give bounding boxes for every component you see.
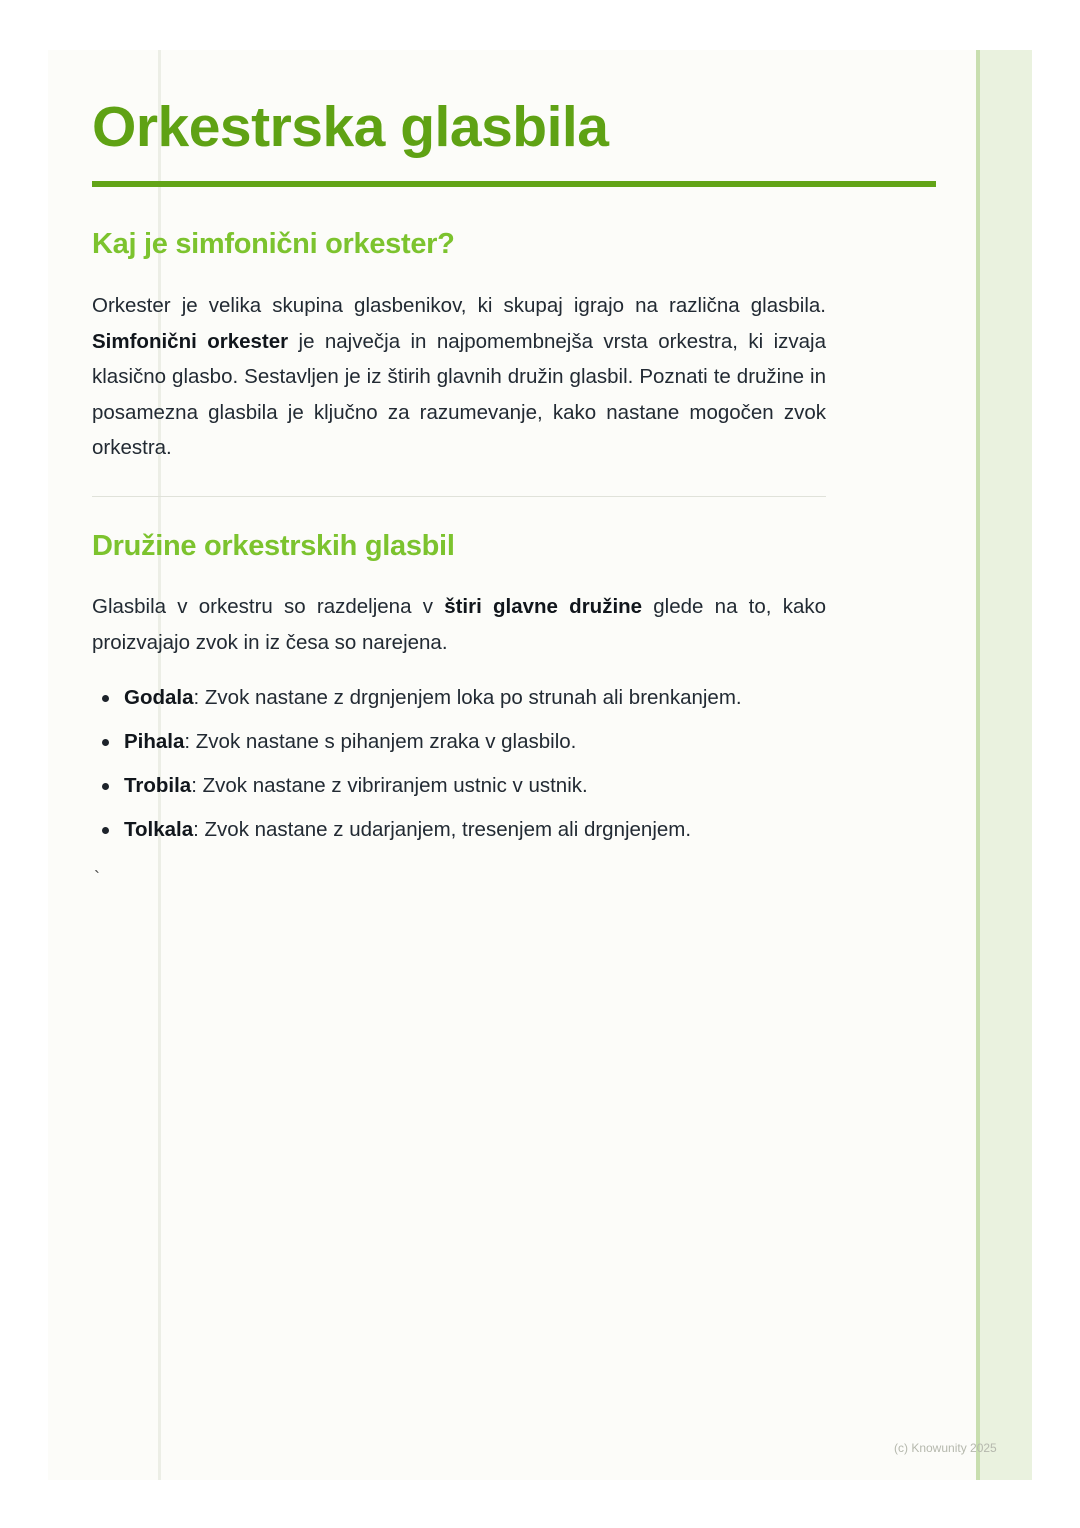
list-item <box>92 724 852 768</box>
page-title: Orkestrska glasbila <box>92 95 609 159</box>
footer-copyright: (c) Knowunity 2025 <box>894 1441 997 1455</box>
family-description: : Zvok nastane z vibriranjem ustnic v ustnik. <box>191 774 588 797</box>
list-item <box>92 768 852 812</box>
bullet-icon <box>102 783 109 790</box>
family-description: : Zvok nastane z udarjanjem, tresenjem ali drgnjenjem. <box>193 818 692 841</box>
paragraph-text: Glasbila v orkestru so razdeljena v <box>92 595 445 618</box>
list-item <box>92 680 852 724</box>
right-margin-band <box>976 50 1032 1480</box>
bold-term: štiri glavne družine <box>444 595 643 618</box>
section-divider <box>92 496 826 497</box>
section-heading-families: Družine orkestrskih glasbil <box>92 530 455 562</box>
title-underline <box>92 181 936 187</box>
section-paragraph-families <box>92 589 826 660</box>
bold-term: Simfonični orkester <box>92 329 289 353</box>
right-margin-rule <box>976 50 980 1480</box>
paragraph-text: Orkester je velika skupina glasbenikov, ki skupaj igrajo na različna glasbila. <box>92 294 826 317</box>
family-description: : Zvok nastane s pihanjem zraka v glasbilo. <box>184 730 577 753</box>
family-name: Trobila <box>124 774 192 797</box>
document-page <box>48 50 1032 1480</box>
stray-mark: ` <box>94 868 100 888</box>
bullet-icon <box>102 695 109 702</box>
bullet-icon <box>102 739 109 746</box>
family-name: Godala <box>124 686 194 709</box>
family-description: : Zvok nastane z drgnjenjem loka po strunah ali brenkanjem. <box>193 686 742 709</box>
instrument-family-list <box>92 680 852 856</box>
paragraph-text: glede na to, kako proizvajajo zvok in iz česa so narejena. <box>92 595 826 654</box>
bullet-icon <box>102 827 109 834</box>
section-paragraph-orchestra <box>92 288 826 466</box>
family-name: Pihala <box>124 730 185 753</box>
list-item <box>92 812 852 856</box>
paragraph-text: je največja in najpomembnejša vrsta orkestra, ki izvaja klasično glasbo. Sestavljen je iz štirih glavnih družin glasbil. Poznati te družine in posamezna glasbila je ključno za razumevanje, kako nastane mogočen zvok orkestra. <box>92 329 827 459</box>
section-heading-orchestra: Kaj je simfonični orkester? <box>92 228 455 260</box>
family-name: Tolkala <box>124 818 194 841</box>
